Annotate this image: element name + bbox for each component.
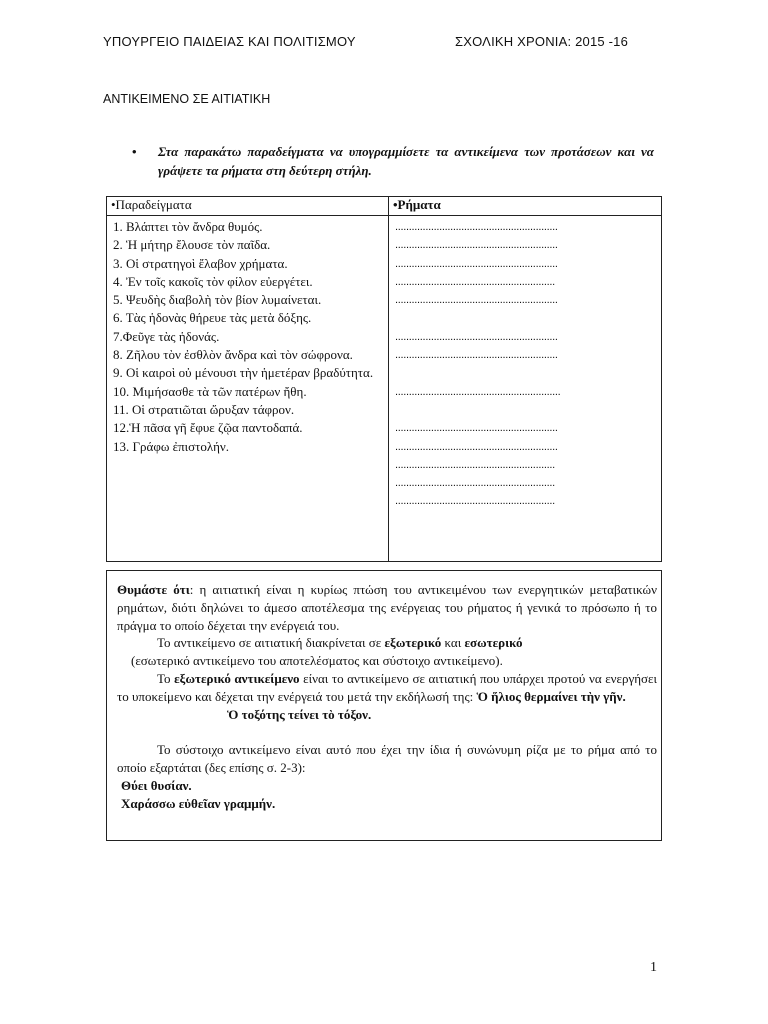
example-item: 2. Ἡ μήτηρ ἔλουσε τὸν παῖδα. <box>113 237 271 253</box>
page-subtitle: ΑΝΤΙΚΕΙΜΕΝΟ ΣΕ ΑΙΤΙΑΤΙΚΗ <box>103 92 271 106</box>
answer-line[interactable]: .......................................................... <box>395 477 555 490</box>
note-paragraph-2 <box>117 634 657 652</box>
example-sentence: Χαράσσω εὐθεῖαν γραμμήν. <box>121 795 276 811</box>
answer-line[interactable]: ............................................................ <box>395 385 561 398</box>
example-item: 1. Βλάπτει τὸν ἄνδρα θυμός. <box>113 219 263 234</box>
answer-line[interactable]: ........................................................... <box>395 257 558 270</box>
note-text: : η αιτιατική είναι η κυρίως πτώση του αντικειμένου των ενεργητικών μεταβατικών ρημάτων, διότι δηλώνει το άμεσο αποτέλεσμα της ενέργειας του ρήματος ή γενικά το πρόσωπο ή το πράγμα το οποίο δέχεται την ενέργειά του. <box>117 582 657 633</box>
answer-line[interactable]: ........................................................... <box>395 440 558 453</box>
examples-table <box>106 196 662 562</box>
answer-line[interactable]: ........................................................... <box>395 422 558 435</box>
header-school-year: ΣΧΟΛΙΚΗ ΧΡΟΝΙΑ: 2015 -16 <box>455 34 629 49</box>
note-lead: Θυμάστε ότι <box>117 582 190 597</box>
example-sentence: Ὁ ἥλιος θερμαίνει τὴν γῆν. <box>476 688 626 704</box>
answer-line[interactable]: ........................................................... <box>395 349 558 362</box>
answer-line[interactable]: ........................................................... <box>395 221 558 233</box>
example-item: 9. Οἱ καιροὶ οὐ μένουσι τὴν ἡμετέραν βραδύτητα. <box>113 365 374 381</box>
term-external: εξωτερικό <box>384 635 442 651</box>
example-item: 8. Ζῆλου τὸν ἐσθλὸν ἄνδρα καὶ τὸν σώφρονα. <box>113 347 353 363</box>
note-paragraph-2b: (εσωτερικό αντικείμενο του αποτελέσματος και σύστοιχο αντικείμενο). <box>131 653 503 669</box>
example-item: 10. Μιμήσασθε τὰ τῶν πατέρων ἤθη. <box>113 383 307 399</box>
instruction-text: Στα παρακάτω παραδείγματα να υπογραμμίσετε τα αντικείμενα των προτάσεων και να γράψετε τα ρήματα στη δεύτερη στήλη. <box>158 144 654 178</box>
answer-line[interactable] <box>395 401 661 419</box>
note-text: και <box>441 635 465 651</box>
note-text: Το αντικείμενο σε αιτιατική διακρίνεται σε <box>157 635 385 651</box>
note-text: Το <box>157 670 175 686</box>
answer-line[interactable]: ........................................................... <box>395 294 558 307</box>
note-paragraph-3 <box>117 670 657 706</box>
answer-line[interactable]: ........................................................... <box>395 239 558 252</box>
example-item: 7.Φεῦγε τὰς ἡδονάς. <box>113 328 220 344</box>
instruction <box>134 142 654 180</box>
page-number: 1 <box>650 960 657 975</box>
answer-line[interactable]: ........................................................... <box>395 330 558 343</box>
term-external-object: εξωτερικό αντικείμενο <box>174 670 300 686</box>
grammar-note-box <box>106 570 662 841</box>
example-item: 12.Ἡ πᾶσα γῆ ἔφυε ζῷα παντοδαπά. <box>113 420 303 436</box>
answer-line[interactable]: .......................................................... <box>395 495 555 508</box>
example-item: 11. Οἱ στρατιῶται ὤρυξαν τάφρον. <box>113 401 295 417</box>
note-paragraph-1 <box>117 581 657 634</box>
example-item: 6. Τὰς ἡδονὰς θήρευε τὰς μετὰ δόξης. <box>113 310 312 326</box>
example-item: 4. Ἐν τοῖς κακοῖς τὸν φίλον εὐεργέτει. <box>113 273 313 289</box>
example-item: 13. Γράφω ἐπιστολήν. <box>113 438 229 454</box>
answer-line[interactable] <box>395 364 661 382</box>
term-internal: εσωτερικό <box>464 635 523 651</box>
answer-lines <box>389 216 661 511</box>
answer-line[interactable]: .......................................................... <box>395 458 555 471</box>
examples-list <box>107 216 388 456</box>
example-item: 3. Οἱ στρατηγοὶ ἔλαβον χρήματα. <box>113 255 288 271</box>
answer-line[interactable] <box>395 309 661 327</box>
bullet-icon: • <box>132 144 137 159</box>
header-ministry: ΥΠΟΥΡΓΕΙΟ ΠΑΙΔΕΙΑΣ ΚΑΙ ΠΟΛΙΤΙΣΜΟΥ <box>103 34 356 49</box>
example-item: 5. Ψευδὴς διαβολὴ τὸν βίον λυμαίνεται. <box>113 292 322 308</box>
note-text: είναι το αντικείμενο σε αιτιατική που υπάρχει προτού να ενεργήσει το υποκείμενο και δέχεται την ενέργειά του μετά την εκδήλωσή της: <box>117 670 658 704</box>
example-sentence: Ὁ τοξότης τείνει τὸ τόξον. <box>227 706 372 722</box>
note-paragraph-4: Το σύστοιχο αντικείμενο είναι αυτό που έχει την ίδια ή συνώνυμη ρίζα με το ρήμα από το οποίο εξαρτάται (δες επίσης σ. 2-3): <box>117 742 657 776</box>
col-header-verbs: •Ρήματα <box>389 197 662 216</box>
example-sentence: Θύει θυσίαν. <box>121 777 192 793</box>
answer-line[interactable]: .......................................................... <box>395 275 555 288</box>
col-header-examples: •Παραδείγματα <box>107 197 389 216</box>
